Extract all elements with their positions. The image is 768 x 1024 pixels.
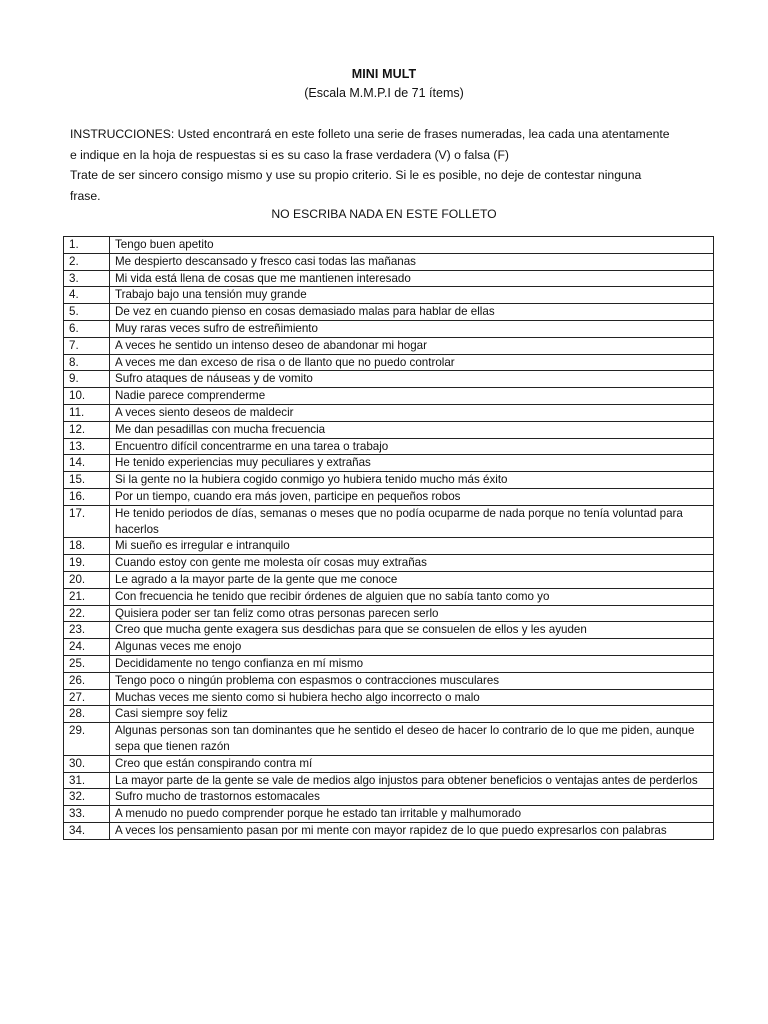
item-statement: Me dan pesadillas con mucha frecuencia [110, 421, 714, 438]
item-statement: Tengo buen apetito [110, 237, 714, 254]
item-statement: Casi siempre soy feliz [110, 706, 714, 723]
item-statement: Trabajo bajo una tensión muy grande [110, 287, 714, 304]
item-statement: Muy raras veces sufro de estreñimiento [110, 320, 714, 337]
table-row [64, 622, 714, 639]
item-number: 12. [64, 421, 110, 438]
item-number: 7. [64, 337, 110, 354]
table-row [64, 706, 714, 723]
table-row [64, 505, 714, 538]
table-row [64, 806, 714, 823]
table-row [64, 354, 714, 371]
item-number: 22. [64, 605, 110, 622]
item-number: 30. [64, 755, 110, 772]
item-number: 33. [64, 806, 110, 823]
item-number: 20. [64, 571, 110, 588]
item-statement: Tengo poco o ningún problema con espasmos o contracciones musculares [110, 672, 714, 689]
table-row [64, 605, 714, 622]
item-statement: Creo que mucha gente exagera sus desdichas para que se consuelen de ellos y les ayuden [110, 622, 714, 639]
item-statement: Sufro mucho de trastornos estomacales [110, 789, 714, 806]
item-number: 26. [64, 672, 110, 689]
table-row [64, 253, 714, 270]
table-row [64, 237, 714, 254]
item-number: 2. [64, 253, 110, 270]
table-row [64, 639, 714, 656]
table-row [64, 588, 714, 605]
items-table-body [64, 237, 714, 840]
table-row [64, 789, 714, 806]
instructions-block [70, 124, 720, 206]
item-statement: Cuando estoy con gente me molesta oír cosas muy extrañas [110, 555, 714, 572]
table-row [64, 723, 714, 756]
item-statement: Creo que están conspirando contra mí [110, 755, 714, 772]
item-statement: A veces siento deseos de maldecir [110, 404, 714, 421]
item-statement: Con frecuencia he tenido que recibir órdenes de alguien que no sabía tanto como yo [110, 588, 714, 605]
item-number: 16. [64, 488, 110, 505]
item-number: 14. [64, 455, 110, 472]
table-row [64, 388, 714, 405]
instructions-line: frase. [70, 188, 101, 203]
table-row [64, 772, 714, 789]
item-number: 4. [64, 287, 110, 304]
item-statement: Nadie parece comprenderme [110, 388, 714, 405]
item-statement: He tenido periodos de días, semanas o meses que no podía ocuparme de nada porque no tenía voluntad para hacerlos [110, 505, 714, 538]
item-statement: Decididamente no tengo confianza en mí mismo [110, 655, 714, 672]
item-number: 6. [64, 320, 110, 337]
item-statement: Quisiera poder ser tan feliz como otras personas parecen serlo [110, 605, 714, 622]
item-number: 3. [64, 270, 110, 287]
table-row [64, 689, 714, 706]
table-row [64, 404, 714, 421]
item-statement: De vez en cuando pienso en cosas demasiado malas para hablar de ellas [110, 304, 714, 321]
item-statement: Si la gente no la hubiera cogido conmigo yo hubiera tenido mucho más éxito [110, 472, 714, 489]
item-number: 34. [64, 822, 110, 839]
table-row [64, 538, 714, 555]
instructions-line: Trate de ser sincero consigo mismo y use su propio criterio. Si le es posible, no deje de contestar ninguna [70, 168, 642, 182]
table-row [64, 287, 714, 304]
table-row [64, 571, 714, 588]
table-row [64, 337, 714, 354]
item-statement: Sufro ataques de náuseas y de vomito [110, 371, 714, 388]
table-row [64, 270, 714, 287]
item-number: 23. [64, 622, 110, 639]
item-number: 21. [64, 588, 110, 605]
item-statement: Muchas veces me siento como si hubiera hecho algo incorrecto o malo [110, 689, 714, 706]
item-number: 18. [64, 538, 110, 555]
table-row [64, 655, 714, 672]
table-row [64, 822, 714, 839]
item-statement: Por un tiempo, cuando era más joven, participe en pequeños robos [110, 488, 714, 505]
item-statement: A veces los pensamiento pasan por mi mente con mayor rapidez de lo que puedo expresarlos con palabras [110, 822, 714, 839]
table-row [64, 555, 714, 572]
item-statement: A veces he sentido un intenso deseo de abandonar mi hogar [110, 337, 714, 354]
instructions-line: INSTRUCCIONES: Usted encontrará en este folleto una serie de frases numeradas, lea cada una atentamente [70, 127, 670, 141]
item-statement: Me despierto descansado y fresco casi todas las mañanas [110, 253, 714, 270]
item-number: 17. [64, 505, 110, 538]
item-statement: Mi sueño es irregular e intranquilo [110, 538, 714, 555]
item-statement: A veces me dan exceso de risa o de llanto que no puedo controlar [110, 354, 714, 371]
table-row [64, 421, 714, 438]
item-statement: He tenido experiencias muy peculiares y extrañas [110, 455, 714, 472]
table-row [64, 672, 714, 689]
table-row [64, 371, 714, 388]
item-number: 10. [64, 388, 110, 405]
item-number: 15. [64, 472, 110, 489]
warning-heading: NO ESCRIBA NADA EN ESTE FOLLETO [271, 207, 497, 221]
table-row [64, 488, 714, 505]
item-statement: Le agrado a la mayor parte de la gente que me conoce [110, 571, 714, 588]
item-number: 29. [64, 723, 110, 756]
table-row [64, 304, 714, 321]
item-statement: Mi vida está llena de cosas que me mantienen interesado [110, 270, 714, 287]
item-number: 25. [64, 655, 110, 672]
item-number: 11. [64, 404, 110, 421]
table-row [64, 438, 714, 455]
item-number: 24. [64, 639, 110, 656]
item-statement: Algunas personas son tan dominantes que he sentido el deseo de hacer lo contrario de lo que me piden, aunque sepa que tienen razón [110, 723, 714, 756]
item-number: 31. [64, 772, 110, 789]
item-statement: A menudo no puedo comprender porque he estado tan irritable y malhumorado [110, 806, 714, 823]
document-title: MINI MULT [351, 67, 417, 81]
item-number: 19. [64, 555, 110, 572]
item-number: 28. [64, 706, 110, 723]
table-row [64, 455, 714, 472]
item-number: 5. [64, 304, 110, 321]
item-number: 8. [64, 354, 110, 371]
item-statement: La mayor parte de la gente se vale de medios algo injustos para obtener beneficios o ventajas antes de perderlos [110, 772, 714, 789]
table-row [64, 320, 714, 337]
item-number: 13. [64, 438, 110, 455]
item-statement: Algunas veces me enojo [110, 639, 714, 656]
item-number: 9. [64, 371, 110, 388]
document-subtitle: (Escala M.M.P.I de 71 ítems) [304, 86, 464, 100]
item-number: 27. [64, 689, 110, 706]
table-row [64, 755, 714, 772]
instructions-line: e indique en la hoja de respuestas si es su caso la frase verdadera (V) o falsa (F) [70, 147, 509, 162]
item-number: 32. [64, 789, 110, 806]
item-number: 1. [64, 237, 110, 254]
item-statement: Encuentro difícil concentrarme en una tarea o trabajo [110, 438, 714, 455]
items-table [63, 236, 714, 840]
table-row [64, 472, 714, 489]
